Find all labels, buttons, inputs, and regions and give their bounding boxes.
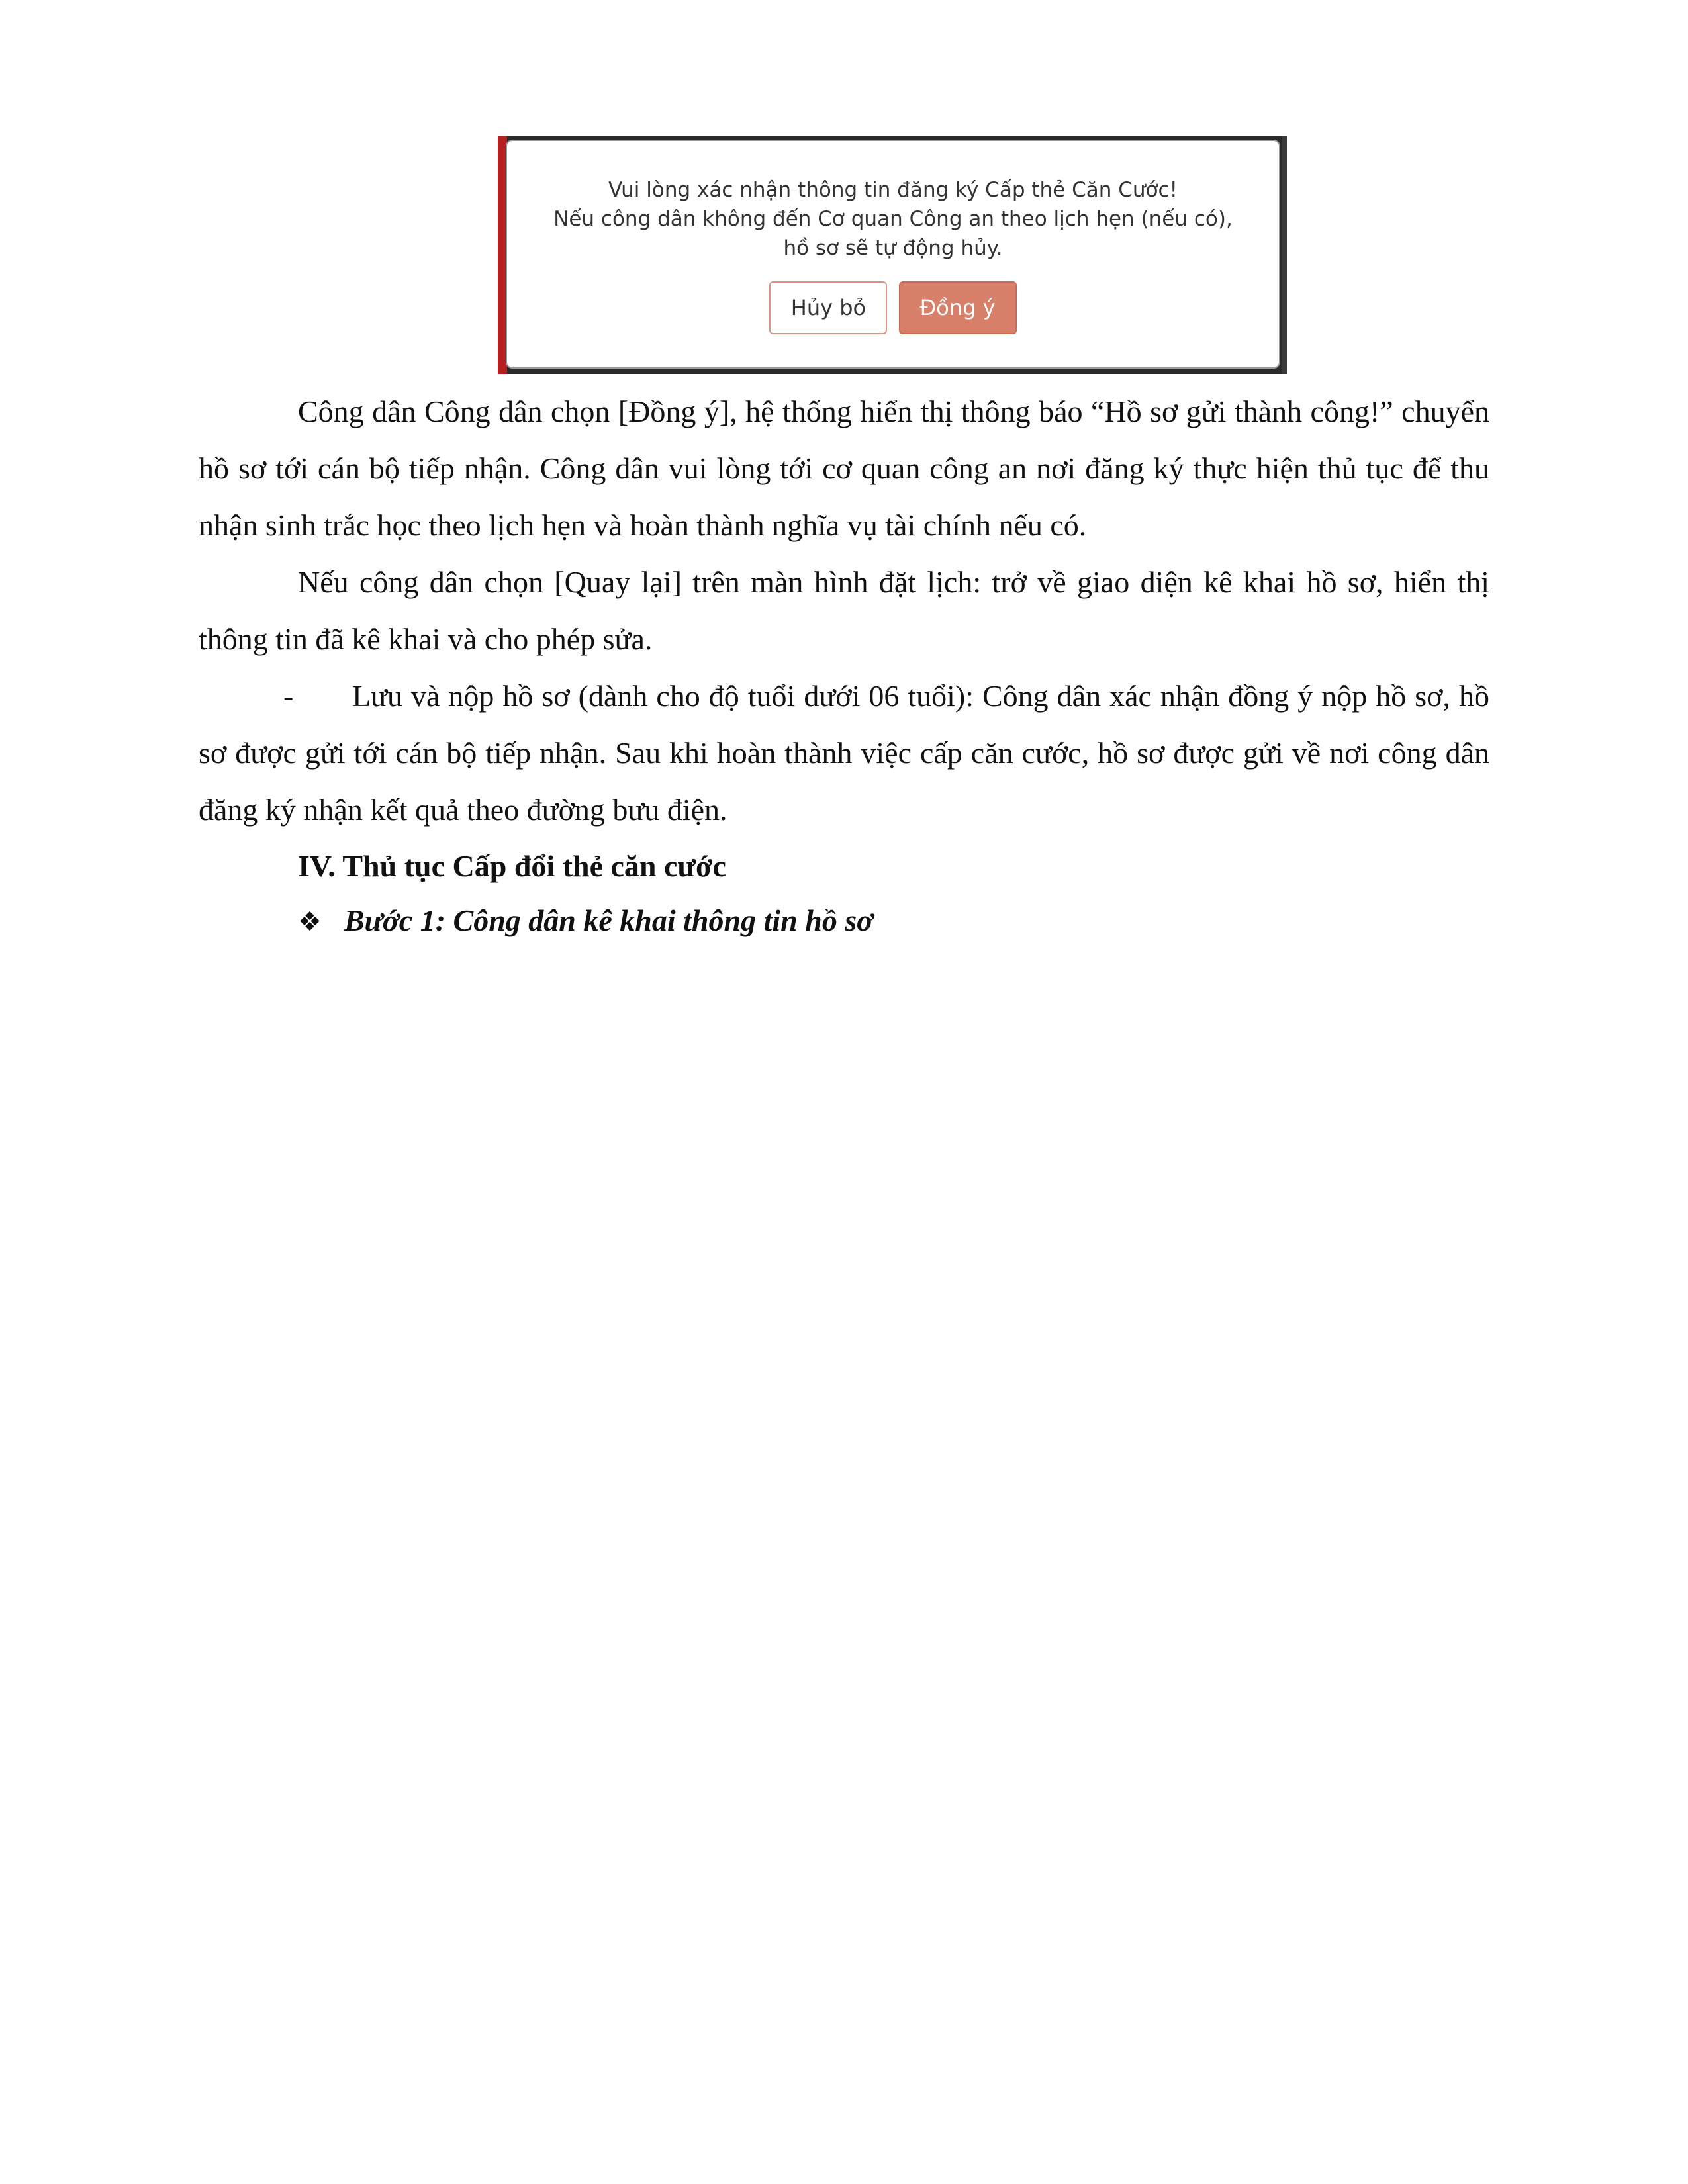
background-edge-right (1282, 136, 1287, 374)
section-heading: IV. Thủ tục Cấp đổi thẻ căn cước (298, 849, 726, 883)
dialog-message-line2: Nếu công dân không đến Cơ quan Công an theo lịch hẹn (nếu có), (553, 207, 1233, 231)
diamond-bullet-icon: ❖ (298, 907, 322, 937)
paragraph-go-back: Nếu công dân chọn [Quay lại] trên màn hình đặt lịch: trở về giao diện kê khai hồ sơ, hiển thị thông tin đã kê khai và cho phép sửa. (199, 565, 1489, 656)
dialog-buttons (507, 281, 1279, 334)
paragraph-agree-result: Công dân Công dân chọn [Đồng ý], hệ thống hiển thị thông báo “Hồ sơ gửi thành công!” chuyển hồ sơ tới cán bộ tiếp nhận. Công dân vui lòng tới cơ quan công an nơi đăng ký thực hiện thủ tục để thu nhận sinh trắc học theo lịch hẹn và hoàn thành nghĩa vụ tài chính nếu có. (199, 394, 1489, 542)
step-heading-text: Bước 1: Công dân kê khai thông tin hồ sơ (344, 903, 873, 937)
dialog-message (507, 175, 1279, 263)
dialog-message-line3: hồ sơ sẽ tự động hủy. (783, 236, 1003, 260)
confirm-dialog (506, 140, 1280, 369)
confirm-dialog-screenshot (498, 136, 1287, 374)
dialog-message-line1: Vui lòng xác nhận thông tin đăng ký Cấp thẻ Căn Cước! (608, 178, 1178, 202)
agree-button[interactable]: Đồng ý (899, 281, 1017, 334)
list-dash: - (283, 679, 294, 713)
cancel-button[interactable]: Hủy bỏ (769, 281, 887, 334)
step-heading (298, 892, 873, 950)
list-item-text: Lưu và nộp hồ sơ (dành cho độ tuổi dưới 06 tuổi): Công dân xác nhận đồng ý nộp hồ sơ, hồ sơ được gửi tới cán bộ tiếp nhận. Sau khi hoàn thành việc cấp căn cước, hồ sơ được gửi về nơi công dân đăng ký nhận kết quả theo đường bưu điện. (199, 679, 1489, 827)
list-item-save-submit (199, 668, 1489, 839)
